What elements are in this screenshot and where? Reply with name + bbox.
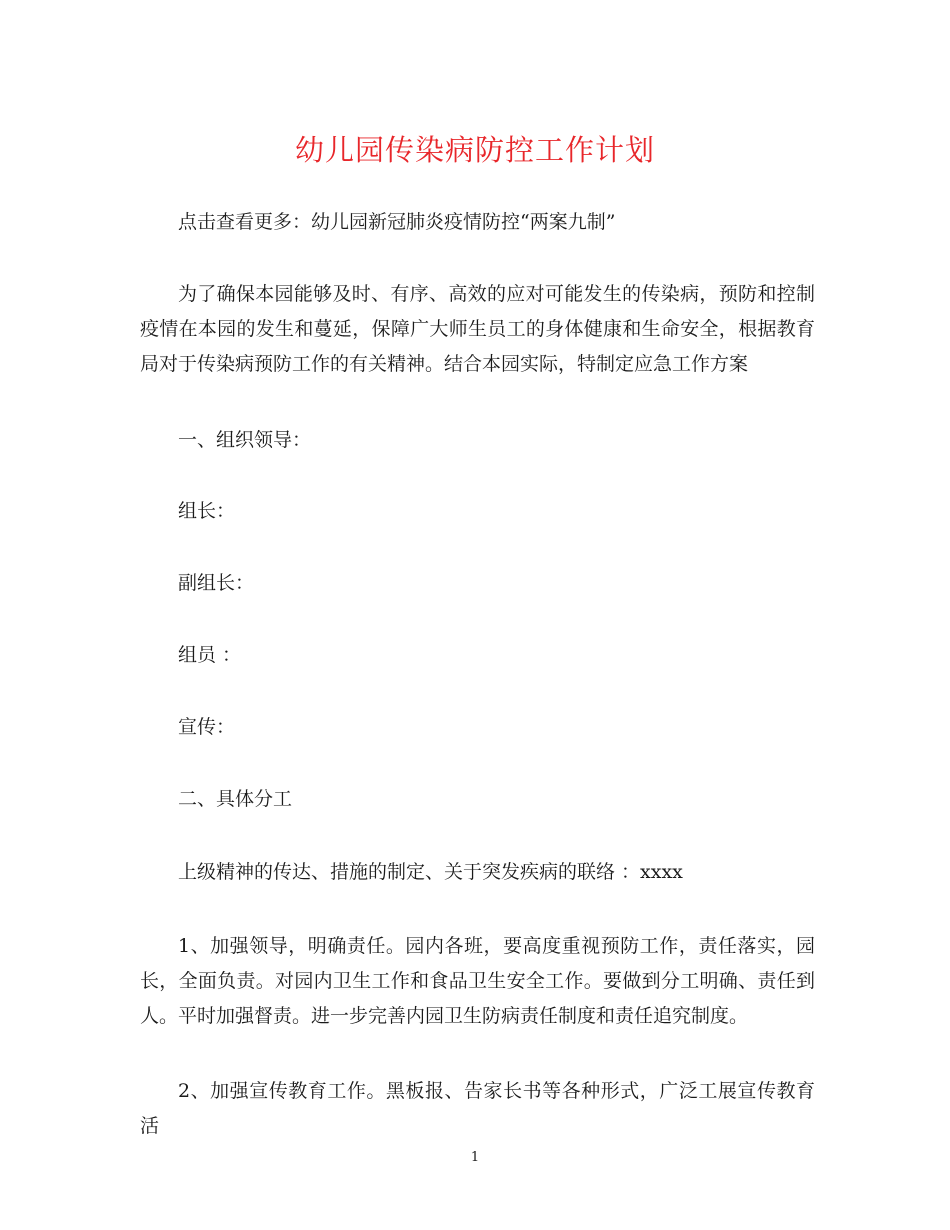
- members-line: 组员 ：: [178, 644, 242, 666]
- intro-paragraph: 为了确保本园能够及时、有序、高效的应对可能发生的传染病，预防和控制疫情在本园的发生和蔓延，保障广大师生员工的身体健康和生命安全，根据教育局对于传染病预防工作的有关精神。结合本园实际，特制定应急工作方案: [140, 283, 815, 375]
- section-heading-division: 二、具体分工: [178, 788, 293, 810]
- publicity-line: 宣传：: [178, 716, 236, 738]
- document-title: 幼儿园传染病防控工作计划: [294, 133, 655, 167]
- liaison-line: 上级精神的传达、措施的制定、关于突发疾病的联络 ：xxxx: [178, 861, 683, 883]
- more-link-text[interactable]: 点击查看更多：幼儿园新冠肺炎疫情防控“两案九制”: [178, 211, 616, 233]
- page-number: 1: [470, 1150, 480, 1165]
- section-heading-organization: 一、组织领导：: [178, 429, 312, 451]
- leader-line: 组长：: [178, 500, 236, 522]
- item-2-paragraph: 2、加强宣传教育工作。黑板报、告家长书等各种形式，广泛工展宣传教育活: [140, 1080, 815, 1137]
- item-1-paragraph: 1、加强领导，明确责任。园内各班，要高度重视预防工作，责任落实，园长，全面负责。对园内卫生工作和食品卫生安全工作。要做到分工明确、责任到人。平时加强督责。进一步完善内园卫生防病责任制度和责任追究制度。: [140, 935, 815, 1027]
- deputy-leader-line: 副组长：: [178, 572, 255, 594]
